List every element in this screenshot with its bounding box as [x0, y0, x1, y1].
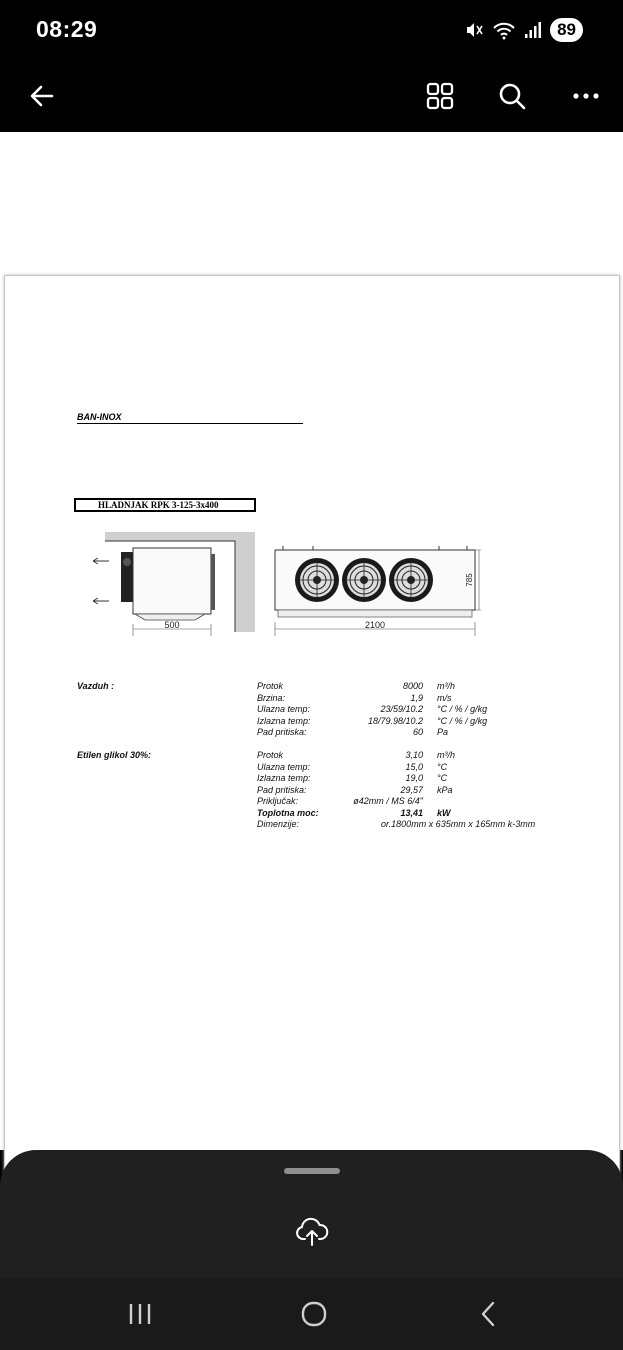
spec-row: [5, 796, 545, 808]
sheet-drag-handle[interactable]: [284, 1168, 340, 1174]
status-bar: [0, 0, 623, 60]
spec-value: or.1800mm x 635mm x 165mm k-3mm: [381, 819, 536, 829]
spec-value: 8000: [402, 681, 423, 691]
spec-unit: m³/h: [437, 681, 455, 691]
back-button[interactable]: [16, 70, 68, 122]
spec-unit: m/s: [437, 692, 452, 703]
spec-unit: °C / % / g/kg: [437, 704, 488, 714]
mute-icon: [464, 20, 484, 40]
system-nav-bar: [0, 1278, 623, 1350]
spec-value: 60: [412, 727, 423, 737]
more-options-icon: [572, 91, 600, 101]
bottom-sheet: [0, 1150, 623, 1278]
spec-unit: °C: [437, 761, 448, 772]
fan-3: [389, 558, 433, 602]
recent-apps-button[interactable]: [110, 1292, 170, 1336]
spec-value: 23/59/10.2: [380, 704, 423, 714]
spec-label: Priključak:: [257, 796, 299, 806]
spec-label: Ulazna temp:: [257, 704, 311, 714]
spec-value: 1,9: [410, 692, 423, 703]
cooler-technical-drawing: [83, 532, 483, 636]
spec-value: 29,57: [400, 784, 423, 795]
fan-1: [295, 558, 339, 602]
app-bar: [0, 60, 623, 132]
more-options-button[interactable]: [560, 70, 612, 122]
spec-row: [5, 716, 545, 728]
spec-row: [5, 785, 545, 797]
battery-badge: 89: [550, 18, 583, 42]
dim-length-label: 2100: [364, 620, 386, 630]
document-viewer[interactable]: [0, 132, 623, 1150]
status-icons: [464, 18, 583, 42]
spec-value: 19,0: [405, 773, 423, 783]
status-time: 08:29: [36, 16, 98, 42]
home-button[interactable]: [284, 1292, 344, 1336]
spec-unit: m³/h: [437, 750, 455, 760]
dim-depth-label: 500: [164, 620, 180, 630]
spec-label: Ulazna temp:: [257, 761, 311, 772]
cloud-upload-icon: [295, 1217, 329, 1247]
spec-unit: kPa: [437, 784, 453, 795]
spec-unit: kW: [437, 807, 451, 818]
nav-back-icon: [478, 1300, 498, 1328]
spec-label: Toplotna moc:: [257, 807, 319, 818]
spec-label: Protok: [257, 750, 284, 760]
spec-value: 18/79.98/10.2: [367, 715, 423, 726]
spec-row: [5, 773, 545, 785]
glycol-heading: Etilen glikol 30%:: [77, 750, 152, 760]
air-heading: Vazduh :: [77, 681, 115, 691]
nav-back-button[interactable]: [458, 1292, 518, 1336]
dim-height-label: 785: [465, 573, 474, 587]
document-brand: BAN-INOX: [77, 412, 303, 424]
back-arrow-icon: [28, 82, 56, 110]
spec-label: Izlazna temp:: [257, 715, 311, 726]
fan-2: [342, 558, 386, 602]
document-page: [4, 275, 620, 1205]
spec-row: [5, 819, 545, 831]
spec-value: 15,0: [405, 761, 423, 772]
spec-row: [5, 762, 545, 774]
spec-row: [5, 693, 545, 705]
spec-row: [5, 727, 545, 739]
spec-label: Dimenzije:: [257, 819, 300, 829]
spec-row: [5, 750, 545, 762]
spec-label: Pad pritiska:: [257, 727, 307, 737]
spec-label: Pad pritiska:: [257, 784, 307, 795]
upload-button[interactable]: [290, 1212, 334, 1252]
spec-unit: °C: [437, 773, 448, 783]
search-icon: [497, 81, 527, 111]
wifi-icon: [492, 20, 516, 40]
grid-view-button[interactable]: [414, 70, 466, 122]
spec-label: Protok: [257, 681, 284, 691]
recent-apps-icon: [127, 1302, 153, 1326]
spec-unit: °C / % / g/kg: [437, 715, 488, 726]
grid-view-icon: [425, 81, 455, 111]
search-button[interactable]: [486, 70, 538, 122]
spec-label: Izlazna temp:: [257, 773, 311, 783]
model-title: HLADNJAK RPK 3-125-3x400: [74, 498, 256, 512]
spec-row: [5, 681, 545, 693]
spec-label: Brzina:: [257, 692, 286, 703]
spec-value: 3,10: [405, 750, 423, 760]
spec-value: 13,41: [400, 807, 423, 818]
spec-unit: Pa: [437, 727, 449, 737]
home-icon: [300, 1300, 328, 1328]
spec-value: ø42mm / MS 6/4": [353, 796, 423, 806]
spec-row: [5, 704, 545, 716]
signal-icon: [524, 21, 542, 39]
spec-row: [5, 808, 545, 820]
